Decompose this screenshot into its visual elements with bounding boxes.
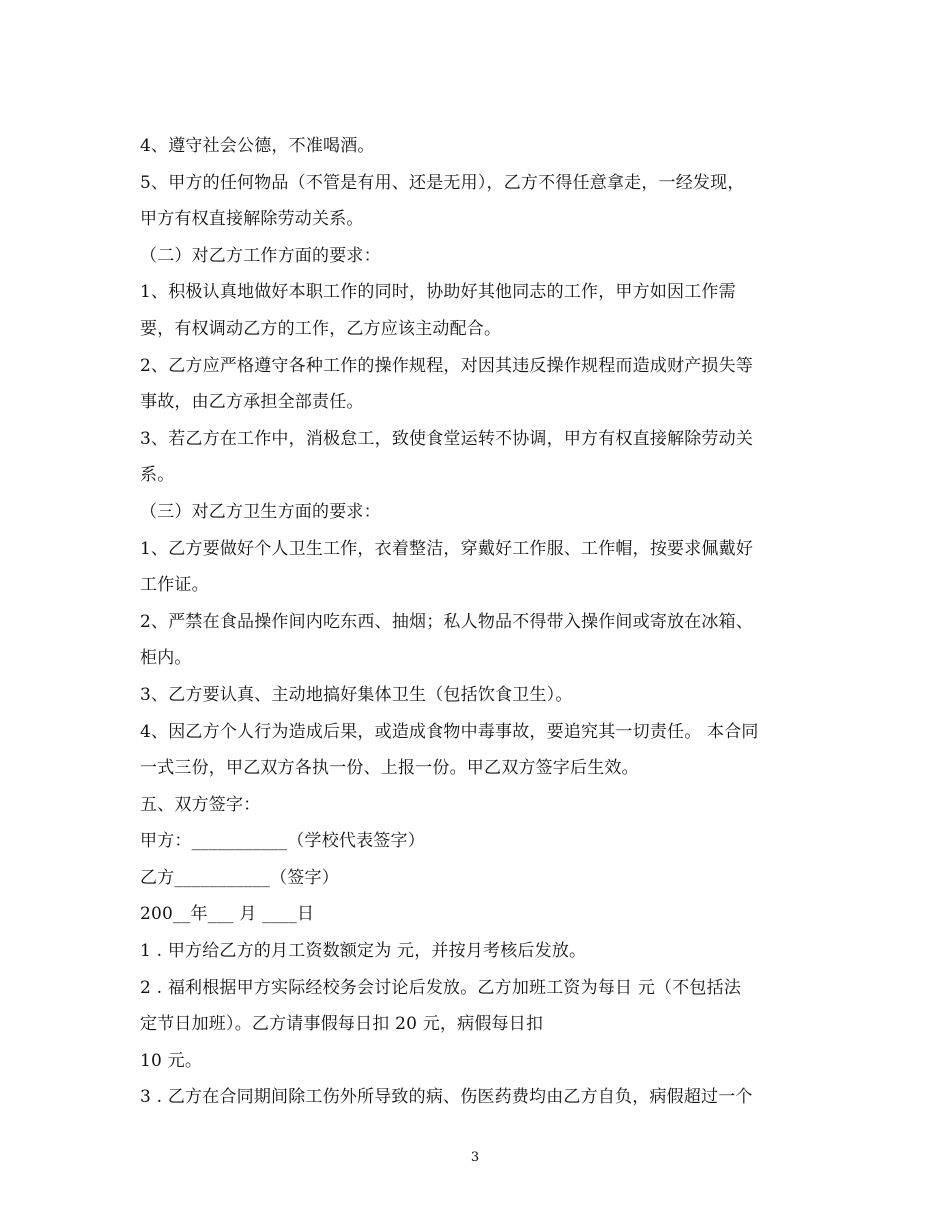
signature-date: 200__年___ 月 ____日 [140, 904, 315, 925]
text-line: 3、若乙方在工作中，消极怠工，致使食堂运转不协调，甲方有权直接解除劳动关 [140, 428, 754, 449]
text-line: 甲方有权直接解除劳动关系。 [140, 209, 364, 230]
text-line: 系。 [140, 465, 175, 486]
text-line: 1、积极认真地做好本职工作的同时，协助好其他同志的工作，甲方如因工作需 [140, 282, 736, 303]
text-line: 柜内。 [140, 648, 192, 669]
page-number: 3 [470, 1150, 480, 1165]
text-line: 2、乙方应严格遵守各种工作的操作规程，对因其违反操作规程而造成财产损失等 [140, 355, 754, 376]
document-body [140, 128, 820, 1116]
text-line: 事故，由乙方承担全部责任。 [140, 392, 364, 413]
text-line: 定节日加班）。乙方请事假每日扣 20 元，病假每日扣 [140, 1014, 544, 1035]
text-line: 1、乙方要做好个人卫生工作，衣着整洁，穿戴好工作服、工作帽，按要求佩戴好 [140, 538, 754, 559]
section-heading: （三）对乙方卫生方面的要求： [140, 501, 381, 522]
signature-party-b: 乙方___________（签字） [140, 867, 339, 888]
text-line: 要，有权调动乙方的工作，乙方应该主动配合。 [140, 318, 502, 339]
section-heading: 五、双方签字： [140, 794, 261, 815]
section-heading: （二）对乙方工作方面的要求： [140, 245, 381, 266]
signature-party-a: 甲方：___________（学校代表签字） [140, 831, 425, 852]
text-line: 1 . 甲方给乙方的月工资数额定为 元，并按月考核后发放。 [140, 941, 587, 962]
text-line: 2、严禁在食品操作间内吃东西、抽烟；私人物品不得带入操作间或寄放在冰箱、 [140, 611, 754, 632]
text-line: 2 . 福利根据甲方实际经校务会讨论后发放。乙方加班工资为每日 元（不包括法 [140, 977, 742, 998]
text-line: 一式三份，甲乙双方各执一份、上报一份。甲乙双方签字后生效。 [140, 758, 639, 779]
text-line: 5、甲方的任何物品（不管是有用、还是无用），乙方不得任意拿走，一经发现， [140, 172, 745, 193]
text-line: 4、遵守社会公德，不准喝酒。 [140, 136, 375, 156]
text-line: 10 元。 [140, 1050, 203, 1071]
text-line: 3 . 乙方在合同期间除工伤外所导致的病、伤医药费均由乙方自负，病假超过一个 [140, 1087, 753, 1108]
text-line: 3、乙方要认真、主动地搞好集体卫生（包括饮食卫生）。 [140, 684, 573, 705]
text-line: 工作证。 [140, 575, 209, 596]
text-line: 4、因乙方个人行为造成后果，或造成食物中毒事故，要追究其一切责任。 本合同 [140, 721, 759, 742]
